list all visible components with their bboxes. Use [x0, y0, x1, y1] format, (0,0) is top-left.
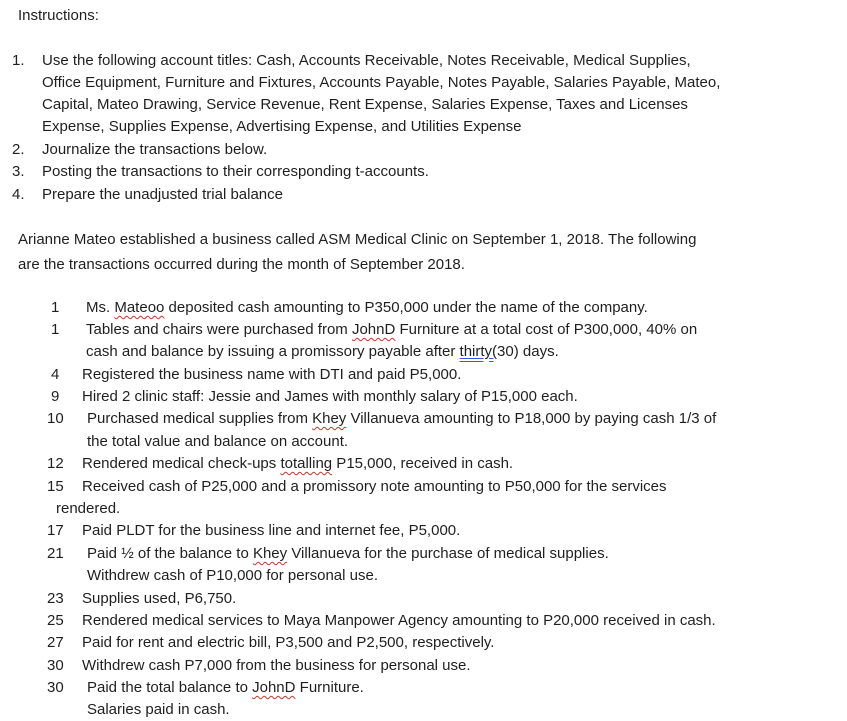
transaction-text: Withdrew cash P7,000 from the business for personal use. [82, 657, 471, 674]
text-segment: Paid ½ of the balance to [87, 545, 253, 562]
transaction-day: 21 [47, 545, 64, 562]
transaction-text [87, 408, 716, 430]
transaction-text: Supplies used, P6,750. [82, 590, 237, 607]
text-segment: Purchased medical supplies from [87, 410, 313, 427]
transaction-day: 12 [47, 455, 64, 472]
instruction-line: Expense, Supplies Expense, Advertising Expense, and Utilities Expense [42, 118, 522, 135]
instructions-heading: Instructions: [18, 7, 99, 24]
misspelled-word: JohnD [351, 321, 396, 338]
transaction-day: 30 [47, 679, 64, 696]
text-segment: Villanueva for the purchase of medical supplies. [287, 545, 609, 562]
transaction-text-continued: Withdrew cash of P10,000 for personal use. [87, 567, 378, 584]
misspelled-word: Khey [252, 545, 288, 562]
transaction-text [87, 543, 609, 565]
transaction-text: Paid PLDT for the business line and internet fee, P5,000. [82, 522, 461, 539]
transaction-text [82, 453, 513, 475]
transaction-day: 15 [47, 478, 64, 495]
text-segment: Paid the total balance to [87, 679, 253, 696]
transaction-text [86, 297, 648, 319]
instruction-line: Prepare the unadjusted trial balance [42, 186, 283, 203]
instruction-number: 2. [12, 141, 25, 158]
text-segment: Villanueva amounting to P18,000 by paying cash 1/3 of [346, 410, 717, 427]
transaction-day: 25 [47, 612, 64, 629]
intro-line: Arianne Mateo established a business called ASM Medical Clinic on September 1, 2018. The following [18, 231, 697, 248]
text-segment: P15,000, received in cash. [332, 455, 514, 472]
text-segment: Tables and chairs were purchased from [86, 321, 352, 338]
transaction-text [86, 319, 697, 341]
transaction-day: 17 [47, 522, 64, 539]
text-segment: cash and balance by issuing a promissory payable after [86, 343, 460, 360]
instruction-number: 3. [12, 163, 25, 180]
transaction-day: 30 [47, 657, 64, 674]
instruction-line: Office Equipment, Furniture and Fixtures, Accounts Payable, Notes Payable, Salaries Payable, Mateo, [42, 74, 721, 91]
misspelled-word: Khey [312, 410, 347, 427]
transaction-text-continued: the total value and balance on account. [87, 433, 349, 450]
transaction-day: 23 [47, 590, 64, 607]
transaction-day: 4 [51, 366, 60, 383]
transaction-text: Hired 2 clinic staff: Jessie and James with monthly salary of P15,000 each. [82, 388, 578, 405]
transaction-day: 1 [51, 321, 60, 338]
instruction-line: Journalize the transactions below. [42, 141, 268, 158]
transaction-text: Received cash of P25,000 and a promissory note amounting to P50,000 for the services [82, 478, 667, 495]
transaction-day: 9 [51, 388, 60, 405]
transaction-text-continued: Salaries paid in cash. [87, 701, 230, 718]
instruction-line: Capital, Mateo Drawing, Service Revenue, Rent Expense, Salaries Expense, Taxes and Licenses [42, 96, 688, 113]
transaction-text-continued [86, 341, 559, 363]
transaction-text [87, 677, 364, 699]
transaction-text-continued: rendered. [56, 500, 121, 517]
text-segment: Furniture at a total cost of P300,000, 40% on [395, 321, 698, 338]
instruction-number: 4. [12, 186, 25, 203]
transaction-text: Paid for rent and electric bill, P3,500 and P2,500, respectively. [82, 634, 495, 651]
text-segment: Furniture. [295, 679, 364, 696]
text-segment: deposited cash amounting to P350,000 under the name of the company. [164, 299, 648, 316]
misspelled-word: totalling [280, 455, 333, 472]
misspelled-word: JohnD [252, 679, 296, 696]
transaction-text: Rendered medical services to Maya Manpower Agency amounting to P20,000 received in cash. [82, 612, 716, 629]
intro-line: are the transactions occurred during the month of September 2018. [18, 256, 465, 273]
text-segment: 30) days. [497, 343, 559, 360]
transaction-day: 1 [51, 299, 60, 316]
instruction-number: 1. [12, 52, 25, 69]
text-segment: Rendered medical check-ups [82, 455, 281, 472]
instruction-line: Posting the transactions to their corresponding t-accounts. [42, 163, 429, 180]
transaction-day: 27 [47, 634, 64, 651]
transaction-text: Registered the business name with DTI and paid P5,000. [82, 366, 462, 383]
grammar-flagged-word: thirty( [459, 343, 498, 360]
transaction-day: 10 [47, 410, 64, 427]
text-segment: Ms. [86, 299, 115, 316]
misspelled-word: Mateoo [114, 299, 165, 316]
instruction-line: Use the following account titles: Cash, Accounts Receivable, Notes Receivable, Medical Supplies, [42, 52, 691, 69]
